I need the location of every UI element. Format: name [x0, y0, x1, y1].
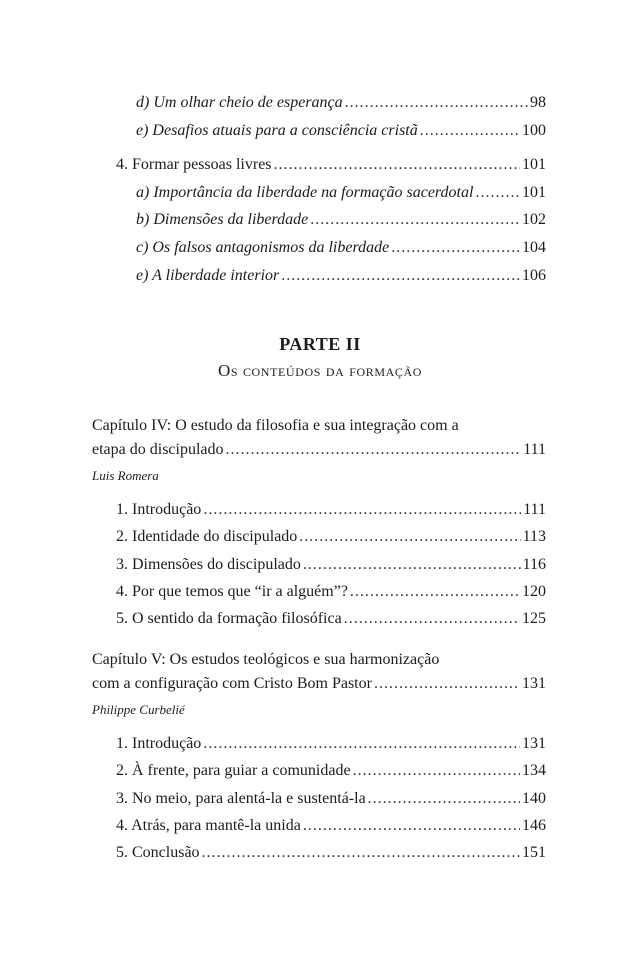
toc-entry — [116, 789, 546, 809]
toc-entry-page: 104 — [522, 239, 546, 256]
leader-dots — [374, 674, 520, 694]
leader-dots — [281, 266, 520, 286]
chapter-title-entry — [92, 674, 546, 694]
leader-dots — [202, 843, 520, 863]
toc-entry — [116, 527, 546, 547]
toc-entry-label: 3. Dimensões do discipulado — [116, 556, 301, 573]
leader-dots — [226, 440, 522, 460]
leader-dots — [299, 527, 520, 547]
toc-entry-label: e) A liberdade interior — [136, 267, 280, 284]
toc-entry-page: 131 — [522, 675, 546, 692]
toc-entry-page: 134 — [522, 762, 546, 779]
toc-entry-page: 101 — [522, 156, 546, 173]
toc-entry-page: 98 — [530, 94, 546, 111]
toc-entry-page: 131 — [522, 735, 546, 752]
toc-entry-page: 125 — [522, 610, 546, 627]
leader-dots — [274, 155, 520, 175]
chapter-author: Philippe Curbelié — [92, 702, 185, 717]
toc-entry-label: 5. O sentido da formação filosófica — [116, 610, 342, 627]
leader-dots — [420, 121, 520, 141]
toc-entry-page: 100 — [522, 122, 546, 139]
part-title: PARTE II — [279, 334, 361, 354]
leader-dots — [391, 238, 520, 258]
toc-entry-page: 116 — [522, 556, 546, 573]
toc-entry — [116, 761, 546, 781]
toc-entry-label: c) Os falsos antagonismos da liberdade — [136, 239, 390, 256]
leader-dots — [475, 183, 520, 203]
toc-entry-label: 5. Conclusão — [116, 844, 200, 861]
toc-entry-page: 120 — [522, 583, 546, 600]
toc-entry-page: 101 — [522, 184, 546, 201]
toc-entry-label: d) Um olhar cheio de esperança — [136, 94, 343, 111]
leader-dots — [203, 734, 520, 754]
leader-dots — [310, 210, 520, 230]
leader-dots — [368, 789, 520, 809]
toc-entry — [136, 93, 546, 113]
leader-dots — [303, 816, 520, 836]
toc-entry-label: 4. Por que temos que “ir a alguém”? — [116, 583, 348, 600]
leader-dots — [344, 609, 520, 629]
toc-entry-label: 4. Atrás, para mantê-la unida — [116, 817, 301, 834]
part-subtitle: Os conteúdos da formação — [217, 361, 423, 380]
toc-entry — [116, 734, 546, 754]
toc-entry-label: b) Dimensões da liberdade — [136, 211, 309, 228]
toc-entry — [136, 266, 546, 286]
toc-entry — [116, 555, 546, 575]
toc-entry-page: 111 — [523, 501, 546, 518]
toc-entry — [116, 816, 546, 836]
toc-entry-page: 113 — [522, 528, 546, 545]
toc-entry — [116, 582, 546, 602]
leader-dots — [345, 93, 528, 113]
toc-entry-label: 1. Introdução — [116, 501, 202, 518]
toc-entry-label: 1. Introdução — [116, 735, 202, 752]
toc-entry — [116, 843, 546, 863]
toc-entry-label: 3. No meio, para alentá-la e sustentá-la — [116, 790, 366, 807]
toc-entry-label: etapa do discipulado — [92, 441, 224, 458]
leader-dots — [353, 761, 520, 781]
toc-entry-label: a) Importância da liberdade na formação sacerdotal — [136, 184, 474, 201]
leader-dots — [303, 555, 521, 575]
toc-entry — [136, 238, 546, 258]
toc-entry-label: e) Desafios atuais para a consciência cristã — [136, 122, 418, 139]
toc-entry-page: 111 — [523, 441, 546, 458]
leader-dots — [350, 582, 520, 602]
toc-section-entry — [116, 155, 546, 175]
chapter-title-entry — [92, 440, 546, 460]
chapter-author: Luis Romera — [92, 468, 159, 483]
toc-entry-page: 106 — [522, 267, 546, 284]
toc-entry-page: 102 — [522, 211, 546, 228]
toc-entry-page: 151 — [522, 844, 546, 861]
toc-entry-label: com a configuração com Cristo Bom Pastor — [92, 675, 372, 692]
leader-dots — [203, 500, 521, 520]
toc-entry-label: 4. Formar pessoas livres — [116, 156, 272, 173]
toc-entry-label: 2. Identidade do discipulado — [116, 528, 298, 545]
toc-entry-label: 2. À frente, para guiar a comunidade — [116, 762, 351, 779]
chapter-title-line: Capítulo IV: O estudo da filosofia e sua integração com a — [92, 417, 459, 434]
toc-entry — [136, 121, 546, 141]
toc-entry-page: 146 — [522, 817, 546, 834]
toc-entry — [116, 500, 546, 520]
toc-entry — [136, 210, 546, 230]
toc-entry-page: 140 — [522, 790, 546, 807]
chapter-title-line: Capítulo V: Os estudos teológicos e sua harmonização — [92, 651, 440, 668]
toc-entry — [116, 609, 546, 629]
toc-entry — [136, 183, 546, 203]
